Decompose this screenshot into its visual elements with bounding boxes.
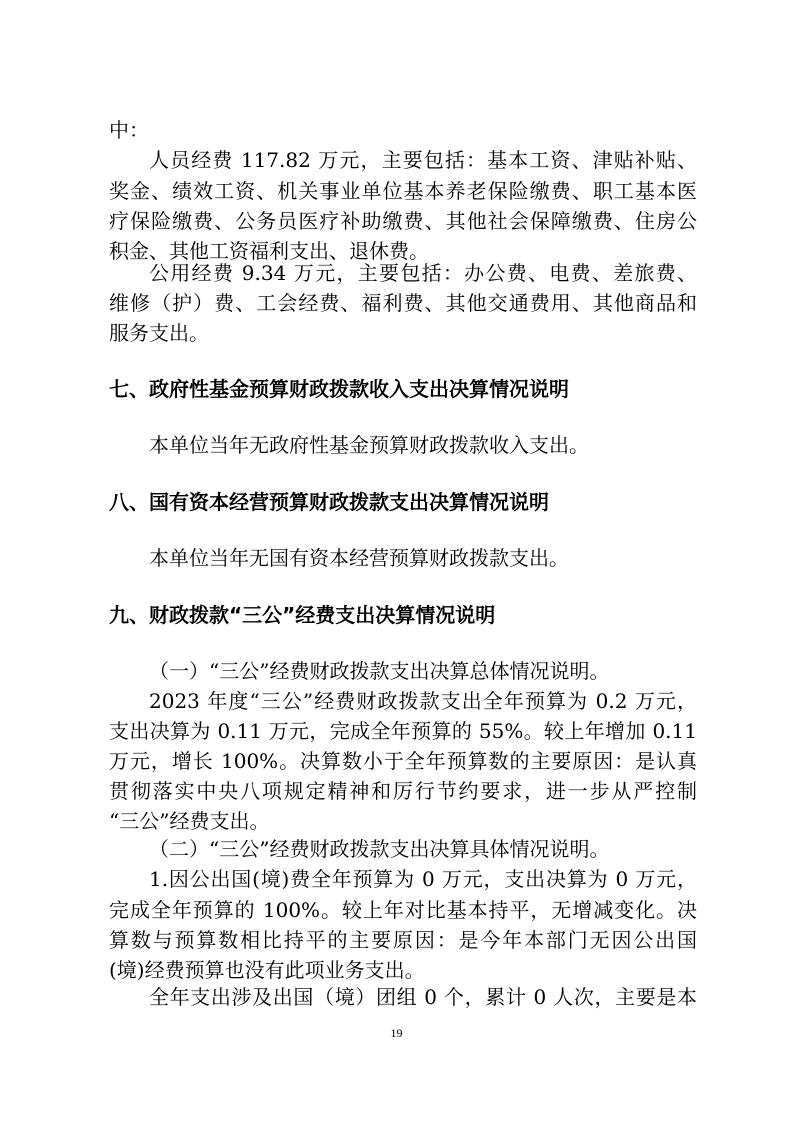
paragraph-line: 服务支出。	[109, 321, 209, 345]
paragraph-line: “三公”经费支出。	[109, 809, 270, 833]
paragraph-line: 人员经费 117.82 万元，主要包括：基本工资、津贴补贴、	[149, 148, 697, 172]
paragraph-line: 积金、其他工资福利支出、退休费。	[109, 239, 429, 263]
paragraph-line: 贯彻落实中央八项规定精神和厉行节约要求，进一步从严控制	[109, 779, 697, 803]
paragraph-line: 奖金、绩效工资、机关事业单位基本养老保险缴费、职工基本医	[109, 179, 697, 203]
paragraph-line: 中：	[109, 118, 149, 142]
paragraph-line: 完成全年预算的 100%。较上年对比基本持平，无增减变化。决	[109, 898, 697, 922]
paragraph-line: 维修（护）费、工会经费、福利费、其他交通费用、其他商品和	[109, 291, 697, 315]
paragraph-line: 2023 年度“三公”经费财政拨款支出全年预算为 0.2 万元，	[149, 689, 697, 713]
page-number: 19	[390, 1026, 403, 1040]
section-heading-7: 七、政府性基金预算财政拨款收入支出决算情况说明	[109, 377, 569, 401]
paragraph-line: 本单位当年无政府性基金预算财政拨款收入支出。	[149, 433, 589, 457]
paragraph-line: 万元，增长 100%。决算数小于全年预算数的主要原因：是认真	[109, 749, 697, 773]
paragraph-line: 1.因公出国(境)费全年预算为 0 万元，支出决算为 0 万元，	[149, 867, 697, 891]
paragraph-line: 算数与预算数相比持平的主要原因：是今年本部门无因公出国	[109, 928, 697, 952]
paragraph-line: 疗保险缴费、公务员医疗补助缴费、其他社会保障缴费、住房公	[109, 209, 697, 233]
paragraph-line: （一）“三公”经费财政拨款支出决算总体情况说明。	[149, 659, 610, 683]
paragraph-line: 支出决算为 0.11 万元，完成全年预算的 55%。较上年增加 0.11	[109, 719, 697, 743]
paragraph-line: 公用经费 9.34 万元，主要包括：办公费、电费、差旅费、	[149, 261, 697, 285]
paragraph-line: (境)经费预算也没有此项业务支出。	[109, 958, 425, 982]
section-heading-9: 九、财政拨款“三公”经费支出决算情况说明	[109, 603, 496, 627]
paragraph-line: 全年支出涉及出国（境）团组 0 个，累计 0 人次，主要是本	[149, 985, 697, 1009]
section-heading-8: 八、国有资本经营预算财政拨款支出决算情况说明	[109, 490, 549, 514]
paragraph-line: 本单位当年无国有资本经营预算财政拨款支出。	[149, 546, 569, 570]
paragraph-line: （二）“三公”经费财政拨款支出决算具体情况说明。	[149, 837, 610, 861]
